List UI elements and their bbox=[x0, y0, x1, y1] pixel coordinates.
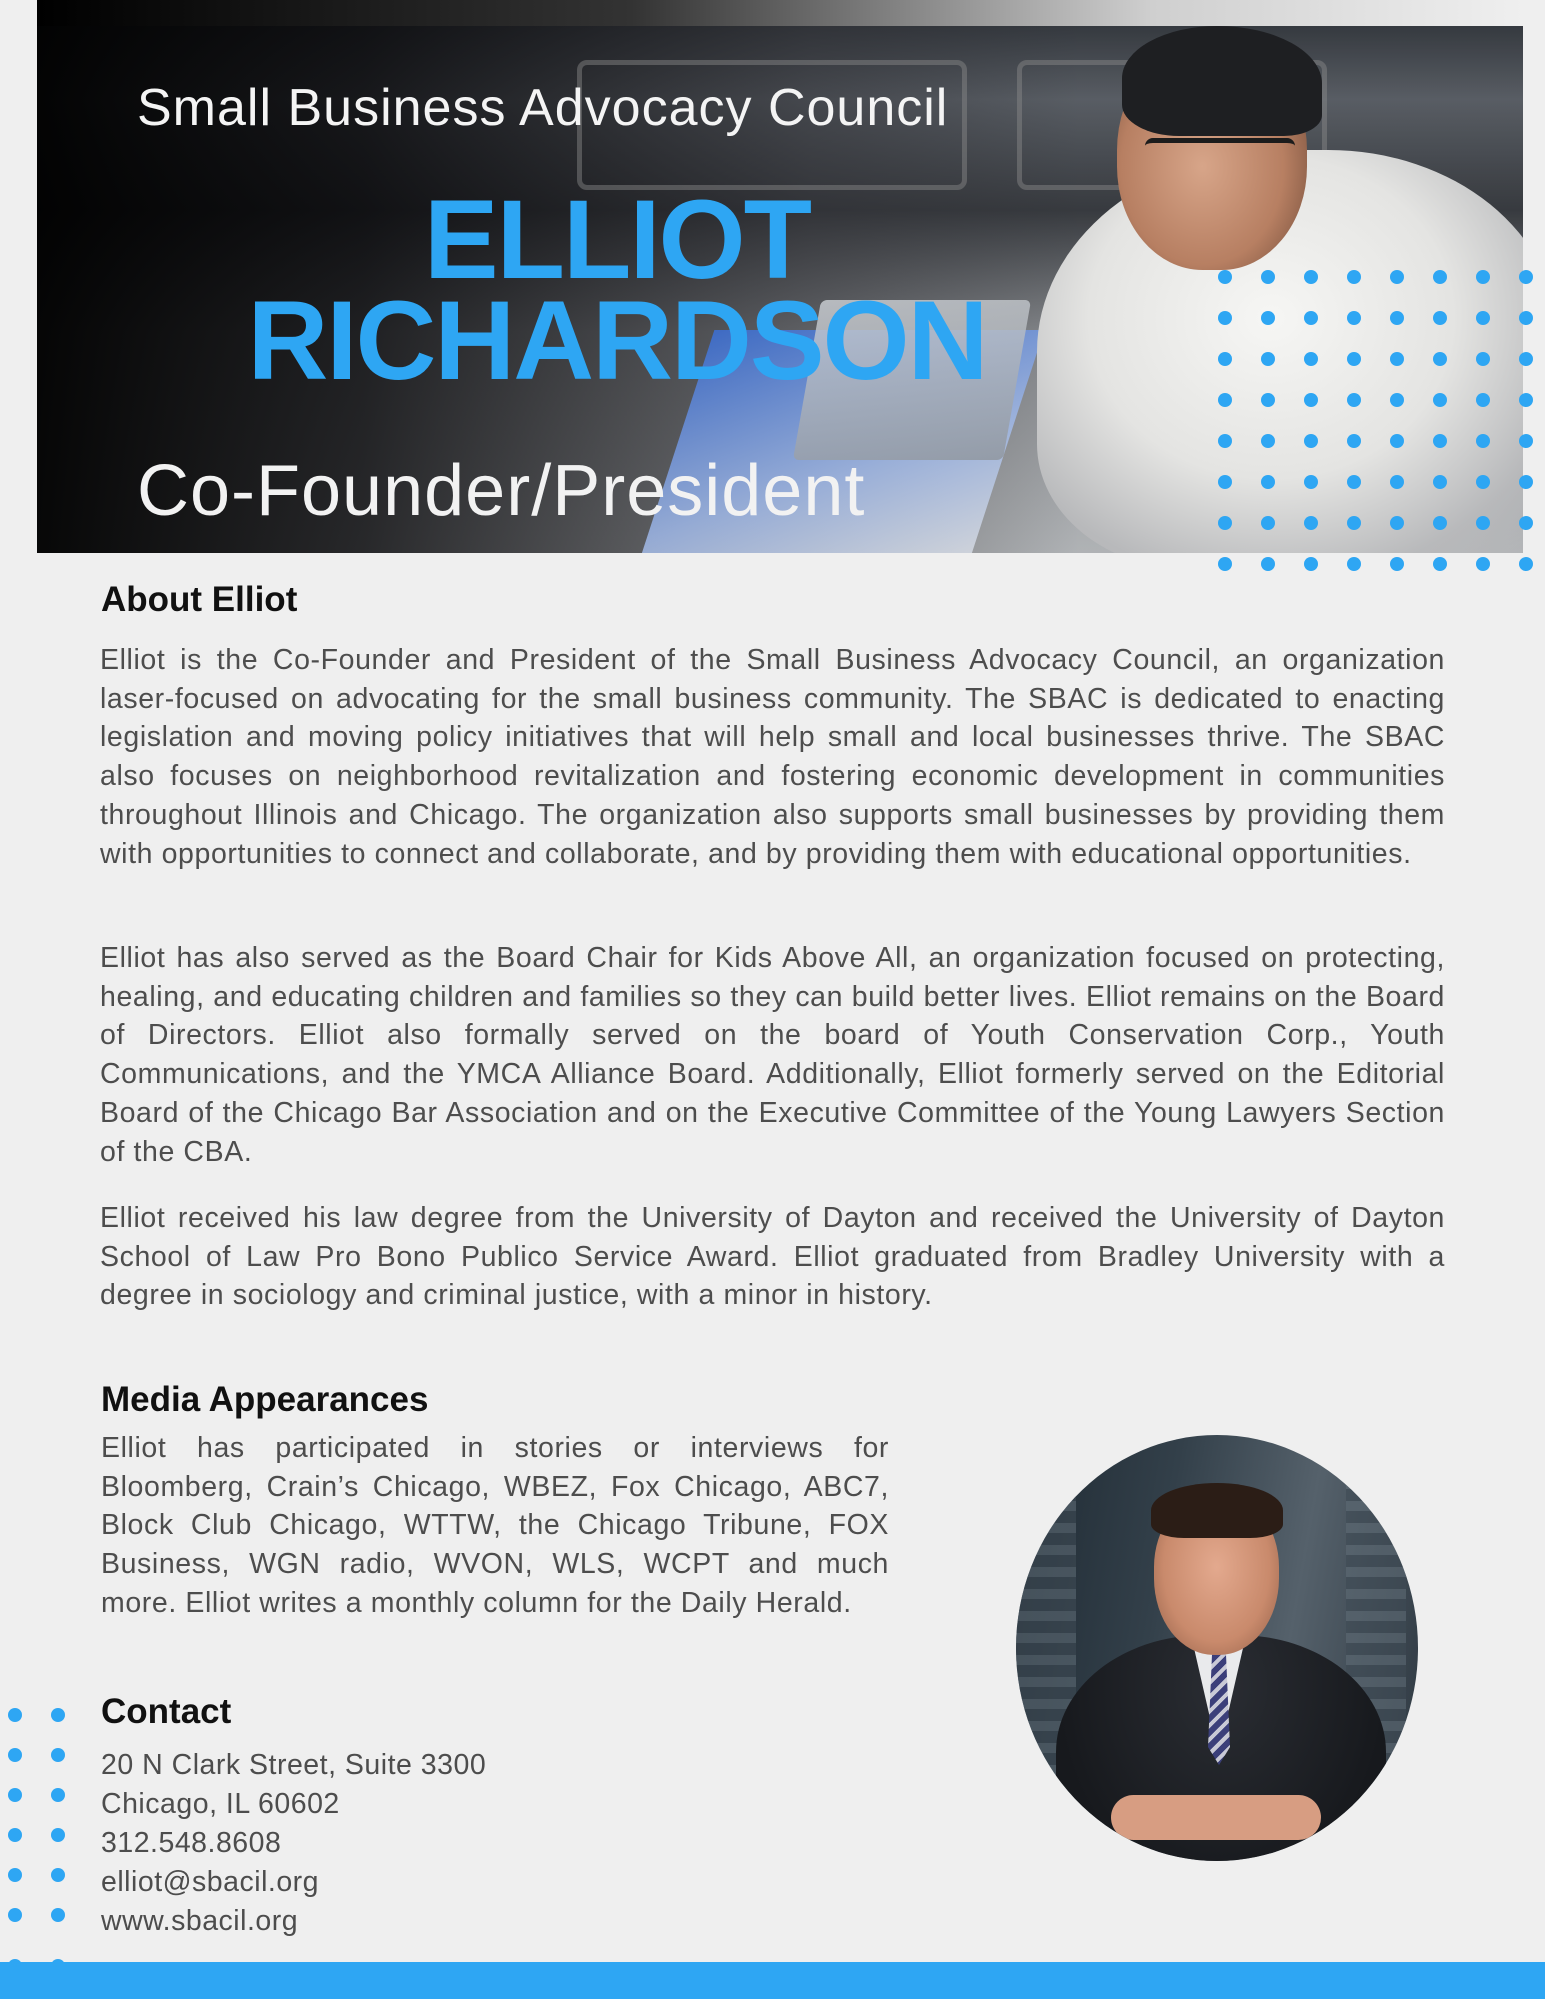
contact-phone: 312.548.8608 bbox=[101, 1827, 282, 1859]
footer-accent-bar bbox=[0, 1962, 1545, 1999]
decorative-dot-grid bbox=[1218, 270, 1533, 571]
hero-top-fade bbox=[37, 0, 1523, 26]
contact-list bbox=[101, 1746, 486, 1941]
contact-address: 20 N Clark Street, Suite 3300 bbox=[101, 1749, 487, 1781]
person-name bbox=[187, 177, 1047, 403]
about-paragraph: Elliot is the Co-Founder and President of the Small Business Advocacy Council, an organization laser-focused on advocating for the small business community. The SBAC is dedicated to enacting legislation and moving policy initiatives that will help small and local businesses thrive. The SBAC also focuses on neighborhood revitalization and fostering economic development in communities throughout Illinois and Chicago. The organization also supports small businesses by providing them with opportunities to connect and collaborate, and by providing them with educational opportunities. bbox=[100, 644, 1445, 870]
hero-person-hair-image bbox=[1122, 26, 1322, 136]
about-paragraph: Elliot has also served as the Board Chair for Kids Above All, an organization focused on protecting, healing, and educating children and families so they can build better lives. Elliot remains on the Board of Directors. Elliot also formally served on the board of Youth Conservation Corp., Youth Communications, and the YMCA Alliance Board. Additionally, Elliot formerly served on the Editorial Board of the Chicago Bar Association and on the Executive Committee of the Young Lawyers Section of the CBA. bbox=[100, 942, 1445, 1168]
person-title: Co-Founder/President bbox=[137, 451, 866, 531]
contact-heading: Contact bbox=[101, 1692, 232, 1731]
contact-email: elliot@sbacil.org bbox=[101, 1866, 320, 1898]
media-paragraph: Elliot has participated in stories or interviews for Bloomberg, Crain’s Chicago, WBEZ, Fox Chicago, ABC7, Block Club Chicago, WTTW, the Chicago Tribune, FOX Business, WGN radio, WVON, WLS, WCPT and much more. Elliot writes a monthly column for the Daily Herald. bbox=[101, 1432, 889, 1619]
contact-website: www.sbacil.org bbox=[101, 1905, 299, 1937]
about-paragraph: Elliot received his law degree from the University of Dayton and received the University of Dayton School of Law Pro Bono Publico Service Award. Elliot graduated from Bradley University with a degree in sociology and criminal justice, with a minor in history. bbox=[100, 1202, 1445, 1312]
about-heading: About Elliot bbox=[101, 580, 298, 619]
person-last-name: RICHARDSON bbox=[247, 277, 987, 403]
organization-name: Small Business Advocacy Council bbox=[137, 79, 949, 137]
decorative-dot-column bbox=[8, 1708, 65, 1922]
contact-city: Chicago, IL 60602 bbox=[101, 1788, 340, 1820]
person-first-name: ELLIOT bbox=[423, 177, 811, 302]
portrait-photo bbox=[1016, 1435, 1418, 1861]
media-heading: Media Appearances bbox=[101, 1380, 429, 1419]
glasses-image bbox=[1145, 138, 1295, 183]
